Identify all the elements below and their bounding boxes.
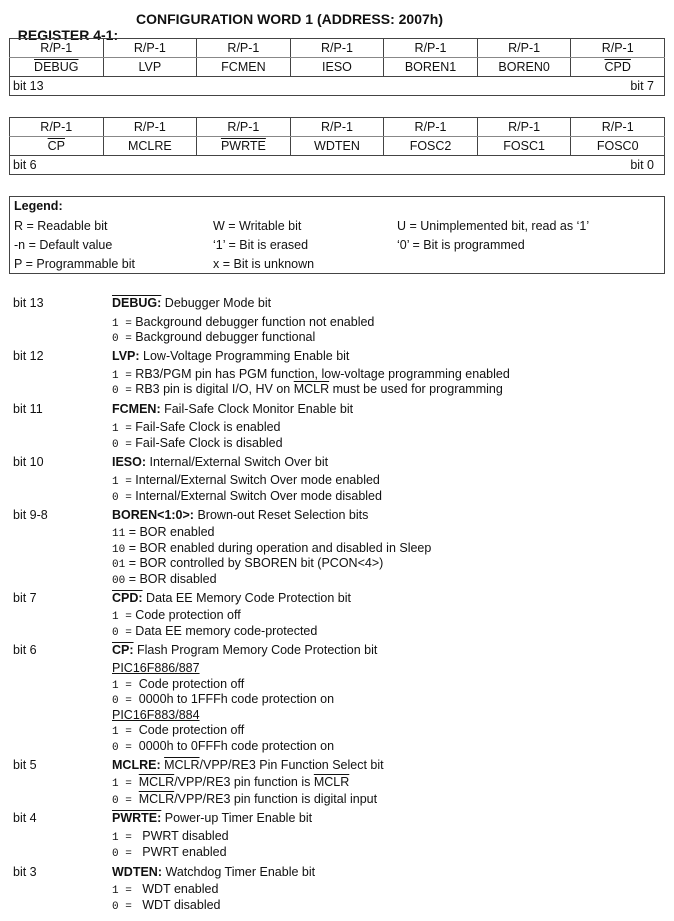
register-label: REGISTER 4-1: (17, 27, 119, 43)
bit-value-line (112, 898, 221, 913)
bit-value: 0 = (112, 742, 132, 754)
access-cell: R/P-1 (571, 118, 665, 137)
bit-description-title (112, 296, 271, 310)
bit-field-title: Low-Voltage Programming Enable bit (143, 349, 350, 363)
bit-value-line (112, 572, 217, 587)
bit-description-title (112, 758, 384, 772)
bit-name-cell (10, 58, 104, 77)
bit-description-title (112, 455, 328, 469)
bit-range-end: bit 7 (571, 77, 665, 96)
bit-value-text: PWRT disabled (142, 829, 229, 843)
bit-field-title: /VPP/RE3 Pin Function Select bit (199, 758, 384, 772)
bit-field-title: Fail-Safe Clock Monitor Enable bit (164, 402, 354, 416)
bit-field-name: PWRTE: (112, 811, 162, 825)
bit-value-line (112, 541, 431, 556)
bit-value-line (112, 608, 241, 623)
bit-value-text: 0000h to 1FFFh code protection on (138, 692, 335, 706)
bit-field-title: Debugger Mode bit (164, 296, 272, 310)
bit-value-line (112, 739, 334, 754)
bit-field-title: MCLR (164, 758, 200, 772)
legend-entry: U = Unimplemented bit, read as ‘1’ (397, 219, 590, 233)
bit-value-line (112, 677, 244, 692)
bit-value-text: Fail-Safe Clock is enabled (135, 420, 281, 434)
bit-field-name: BOREN<1:0>: (112, 508, 194, 522)
bit-value-text: 0000h to 0FFFh code protection on (138, 739, 335, 753)
bit-value-text: RB3/PGM pin has PGM function, low-voltage programming enabled (135, 367, 510, 381)
bit-description-title (112, 643, 377, 657)
bit-value-line (112, 436, 283, 451)
bit-value-text: Internal/External Switch Over mode enabled (135, 473, 380, 487)
bit-value: 0 = (112, 439, 132, 451)
bit-description-title (112, 508, 368, 522)
bit-range-start: bit 6 (10, 156, 571, 175)
bit-value-line (112, 367, 510, 382)
bit-value-line (112, 829, 229, 844)
legend-entry: -n = Default value (14, 238, 113, 252)
bit-number: bit 7 (13, 591, 37, 605)
bit-field-name: IESO: (112, 455, 147, 469)
bit-value-line (112, 382, 503, 397)
access-cell: R/P-1 (103, 39, 197, 58)
bit-value: 1 = (112, 611, 132, 623)
bit-field-title: Data EE Memory Code Protection bit (146, 591, 351, 605)
bit-name-cell: WDTEN (290, 137, 384, 156)
bit-number: bit 3 (13, 865, 37, 879)
bit-value-line (112, 882, 218, 897)
bit-field-name: FCMEN: (112, 402, 161, 416)
bit-name-cell: LVP (103, 58, 197, 77)
bit-value-text: /VPP/RE3 pin function is digital input (174, 792, 378, 806)
bit-number: bit 12 (13, 349, 44, 363)
bit-number: bit 9-8 (13, 508, 48, 522)
bit-value-text: WDT enabled (142, 882, 219, 896)
bit-value-text: MCLR (313, 775, 350, 789)
device-heading: PIC16F883/884 (112, 708, 200, 722)
bit-value-text: Code protection off (138, 677, 245, 691)
bit-number: bit 5 (13, 758, 37, 772)
bit-value: 01 (112, 559, 126, 571)
bit-value-text: MCLR (138, 792, 175, 806)
bit-field-name: CPD: (112, 591, 143, 605)
bit-value-line (112, 525, 215, 540)
bit-name-cell: BOREN1 (384, 58, 478, 77)
bit-number: bit 4 (13, 811, 37, 825)
bit-name: PWRTE (220, 139, 266, 153)
access-cell: R/P-1 (384, 118, 478, 137)
access-cell: R/P-1 (10, 39, 104, 58)
legend-entry: R = Readable bit (14, 219, 108, 233)
register-table-high (9, 38, 665, 96)
legend-box (9, 196, 665, 274)
legend-entry: ‘0’ = Bit is programmed (397, 238, 525, 252)
bit-name-cell (571, 58, 665, 77)
access-cell: R/P-1 (197, 39, 291, 58)
bit-value-line (112, 775, 349, 790)
bit-value-line (112, 792, 377, 807)
bit-value-text: MCLR (293, 382, 330, 396)
bit-name-cell: IESO (290, 58, 384, 77)
bit-description-title (112, 865, 315, 879)
bit-field-name: WDTEN: (112, 865, 162, 879)
bit-value-text: Internal/External Switch Over mode disabled (135, 489, 382, 503)
bit-field-title: Power-up Timer Enable bit (164, 811, 313, 825)
bit-value-text: must be used for programming (329, 382, 503, 396)
bit-field-name: CP: (112, 643, 134, 657)
bit-value-text: /VPP/RE3 pin function is (174, 775, 314, 789)
bit-description-title (112, 349, 349, 363)
bit-value: 0 = (112, 901, 132, 913)
bit-value-text: = BOR enabled during operation and disabled in Sleep (128, 541, 432, 555)
bit-value-line (112, 473, 380, 488)
bit-value-text: Background debugger functional (135, 330, 316, 344)
bit-field-title: Internal/External Switch Over bit (149, 455, 329, 469)
bit-description-title (112, 402, 353, 416)
bit-value-text: Fail-Safe Clock is disabled (135, 436, 283, 450)
access-cell: R/P-1 (197, 118, 291, 137)
bit-name-cell: FOSC0 (571, 137, 665, 156)
access-cell: R/P-1 (290, 39, 384, 58)
access-cell: R/P-1 (103, 118, 197, 137)
bit-value: 0 = (112, 385, 132, 397)
bit-name-cell: FCMEN (197, 58, 291, 77)
legend-entry: P = Programmable bit (14, 257, 136, 271)
register-name: CONFIGURATION WORD 1 (ADDRESS: 2007h) (136, 11, 443, 27)
bit-value-text: = BOR enabled (128, 525, 215, 539)
bit-value: 0 = (112, 492, 132, 504)
bit-value-text: = BOR controlled by SBOREN bit (PCON<4>) (128, 556, 384, 570)
bit-value-text: WDT disabled (142, 898, 221, 912)
bit-value-line (112, 845, 227, 860)
device-heading: PIC16F886/887 (112, 661, 200, 675)
bit-field-title: Flash Program Memory Code Protection bit (137, 643, 378, 657)
legend-entry: W = Writable bit (213, 219, 302, 233)
bit-value: 1 = (112, 318, 132, 330)
bit-value: 0 = (112, 695, 132, 707)
bit-field-title: Watchdog Timer Enable bit (165, 865, 316, 879)
bit-value-text: RB3 pin is digital I/O, HV on (135, 382, 294, 396)
bit-name-cell: MCLRE (103, 137, 197, 156)
access-cell: R/P-1 (477, 118, 571, 137)
bit-number: bit 11 (13, 402, 43, 416)
bit-value-line (112, 489, 382, 504)
bit-range-start: bit 13 (10, 77, 571, 96)
bit-value: 0 = (112, 333, 132, 345)
bit-value: 0 = (112, 627, 132, 639)
bit-value-line (112, 315, 374, 330)
bit-value-line (112, 420, 281, 435)
bit-name-cell (197, 137, 291, 156)
bit-value: 0 = (112, 848, 132, 860)
bit-name: $\overline{CPD}$ (604, 60, 631, 74)
bit-value: 1 = (112, 680, 132, 692)
bit-name: $\overline{CP}$ (47, 139, 65, 153)
bit-name-cell: BOREN0 (477, 58, 571, 77)
access-cell: R/P-1 (384, 39, 478, 58)
bit-value-text: Background debugger function not enabled (135, 315, 375, 329)
access-cell: R/P-1 (477, 39, 571, 58)
bit-value-line (112, 624, 317, 639)
bit-value-text: Code protection off (138, 723, 245, 737)
bit-value-text: = BOR disabled (128, 572, 217, 586)
bit-value-text: Code protection off (135, 608, 241, 622)
bit-value-line (112, 723, 244, 738)
register-table-low (9, 117, 665, 175)
bit-value-line (112, 556, 383, 571)
bit-field-name: LVP: (112, 349, 140, 363)
bit-description-title (112, 591, 351, 605)
bit-value: 1 = (112, 476, 132, 488)
bit-value-text: Data EE memory code-protected (135, 624, 318, 638)
bit-value: 0 = (112, 795, 132, 807)
bit-value-line (112, 692, 334, 707)
access-cell: R/P-1 (10, 118, 104, 137)
bit-value: 00 (112, 575, 126, 587)
bit-field-title: Brown-out Reset Selection bits (197, 508, 369, 522)
bit-field-name: MCLRE: (112, 758, 161, 772)
bit-value: 1 = (112, 726, 132, 738)
bit-number: bit 13 (13, 296, 44, 310)
bit-number: bit 10 (13, 455, 44, 469)
legend-entry: x = Bit is unknown (213, 257, 315, 271)
legend-heading: Legend: (14, 199, 63, 213)
bit-value-line (112, 330, 315, 345)
bit-name-cell: FOSC2 (384, 137, 478, 156)
bit-value: 1 = (112, 370, 132, 382)
bit-value: 1 = (112, 778, 132, 790)
bit-value: 10 (112, 544, 126, 556)
access-cell: R/P-1 (290, 118, 384, 137)
bit-field-name: DEBUG: (112, 296, 162, 310)
bit-name-cell (10, 137, 104, 156)
bit-value: 1 = (112, 423, 132, 435)
legend-entry: ‘1’ = Bit is erased (213, 238, 309, 252)
bit-value-text: MCLR (138, 775, 175, 789)
bit-number: bit 6 (13, 643, 37, 657)
bit-value: 1 = (112, 885, 132, 897)
bit-value: 1 = (112, 832, 132, 844)
bit-value: 11 (112, 528, 126, 540)
bit-description-title (112, 811, 312, 825)
bit-name: DEBUG (34, 60, 79, 74)
bit-name-cell: FOSC1 (477, 137, 571, 156)
bit-value-text: PWRT enabled (142, 845, 227, 859)
bit-range-end: bit 0 (571, 156, 665, 175)
access-cell: R/P-1 (571, 39, 665, 58)
